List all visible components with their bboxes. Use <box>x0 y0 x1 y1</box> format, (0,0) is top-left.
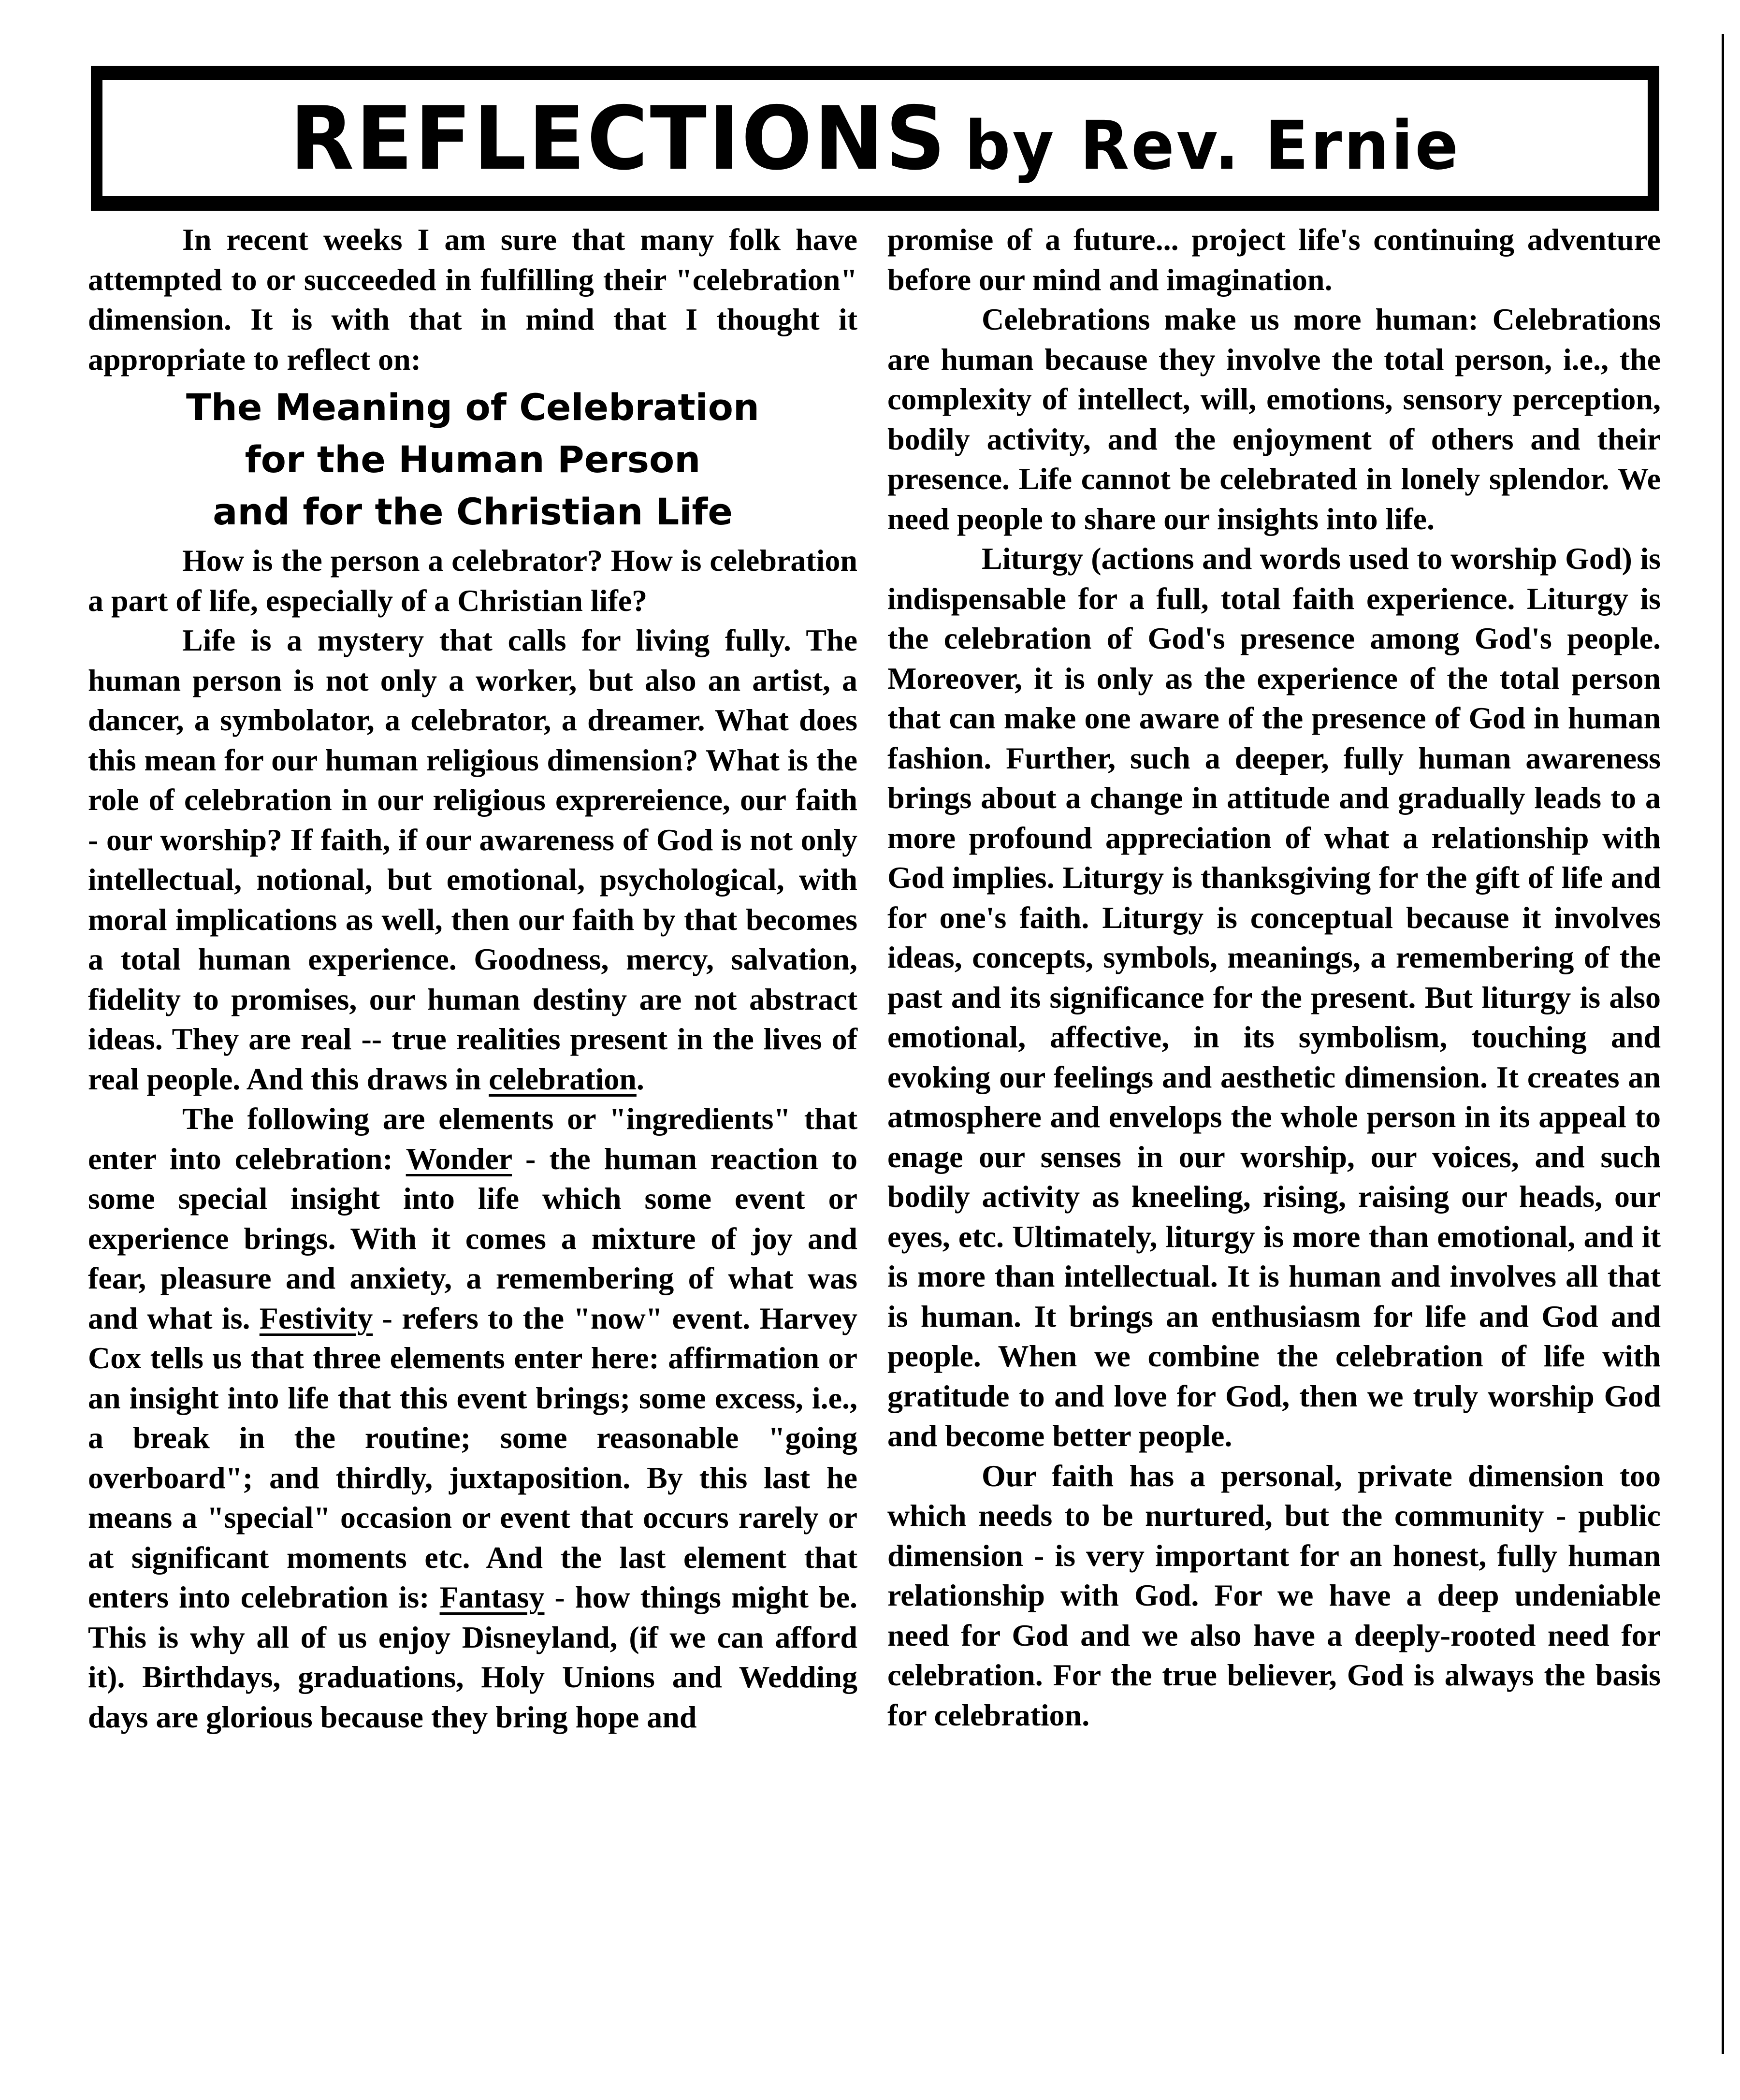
paragraph-promise-continued: promise of a future... project life's continuing adventure before our mind and imagination. <box>887 222 1661 297</box>
right-column <box>887 220 1661 1735</box>
paragraph-ingredients <box>88 1099 857 1737</box>
column-title: REFLECTIONS <box>290 87 948 189</box>
paragraph-celebrations-human: Celebrations make us more human: Celebrations are human because they involve the total person, i.e., the complexity of intellect, will, emotions, sensory perception, bodily activity, and the enjoyment of others and their presence. Life cannot be celebrated in lonely splendor. We need people to share our insights into life. <box>887 302 1661 536</box>
paragraph-life-mystery <box>88 621 857 1099</box>
paragraph-text: Life is a mystery that calls for living fully. The human person is not only a worker, but also an artist, a dancer, a symbolator, a celebrator, a dreamer. What does this mean for our human religious dimension? What is the role of celebration in our religious exprereience, our faith - our worship? If faith, if our awareness of God is not only intellectual, notional, but emotional, psychological, with moral implications as well, then our faith by that becomes a total human experience. Goodness, mercy, salvation, fidelity to promises, our human destiny are not abstract ideas. They are real -- true realities present in the lives of real people. And this draws in <box>88 623 857 1096</box>
underlined-term-celebration: celebration <box>489 1061 637 1096</box>
paragraph-liturgy: Liturgy (actions and words used to worship God) is indispensable for a full, total faith experience. Liturgy is the celebration of God's presence among God's people. Moreover, it is only as the experience of the total person that can make one aware of the presence of God in human fashion. Further, such a deeper, fully human awareness brings about a change in attitude and gradually leads to a more profound appreciation of what a relationship with God implies. Liturgy is thanksgiving for the gift of life and for one's faith. Liturgy is conceptual because it involves ideas, concepts, symbols, meanings, a remembering of the past and its significance for the present. But liturgy is also emotional, affective, in its symbolism, touching and evoking our feelings and aesthetic dimension. It creates an atmosphere and envelops the whole person in its appeal to enage our senses in our worship, our voices, and such bodily activity as kneeling, rising, raising our heads, our eyes, etc. Ultimately, liturgy is more than emotional, and it is more than intellectual. It is human and involves all that is human. It brings an enthusiasm for life and God and people. When we combine the celebration of life with gratitude to and love for God, then we truly worship God and become better people. <box>887 541 1661 1453</box>
intro-paragraph: In recent weeks I am sure that many folk have attempted to or succeeded in fulfilling their "celebration" dimension. It is with that in mind that I thought it appropriate to reflect on: <box>88 222 857 377</box>
underlined-term-wonder: Wonder <box>406 1141 512 1176</box>
underlined-term-festivity: Festivity <box>259 1301 373 1335</box>
paragraph-text: The following are elements or "ingredients" that enter into celebration: <box>88 1101 857 1176</box>
paragraph-celebrator-question: How is the person a celebrator? How is celebration a part of life, especially of a Christian life? <box>88 543 857 618</box>
paragraph-end: . <box>636 1061 644 1096</box>
paragraph-text: - refers to the "now" event. Harvey Cox tells us that three elements enter here: affirmation or an insight into life that this event brings; some excess, i.e., a break in the routine; some reasonable "going overboard"; and thirdly, juxtaposition. By this last he means a "special" occasion or event that occurs rarely or at significant moments etc. And the last element that enters into celebration is: <box>88 1301 858 1614</box>
underlined-term-fantasy: Fantasy <box>439 1580 545 1614</box>
subheading-line-1: The Meaning of Celebration <box>186 386 760 429</box>
page-edge-rule <box>1722 34 1724 2054</box>
article-subheading <box>88 381 857 538</box>
subheading-line-3: and for the Christian Life <box>213 490 733 533</box>
masthead-box <box>91 66 1659 211</box>
left-column <box>88 220 857 1737</box>
paragraph-personal-dimension: Our faith has a personal, private dimension too which needs to be nurtured, but the community - public dimension - is very important for an honest, fully human relationship with God. For we have a deep undeniable need for God and we also have a deeply-rooted need for celebration. For the true believer, God is always the basis for celebration. <box>887 1458 1661 1732</box>
paragraph-text: - the human reaction to some special insight into life which some event or experience brings. With it comes a mixture of joy and fear, pleasure and anxiety, a remembering of what was and what is. <box>88 1141 858 1335</box>
masthead-title <box>290 87 1460 189</box>
byline: by Rev. Ernie <box>965 106 1461 185</box>
paragraph-text: - how things might be. This is why all of us enjoy Disneyland, (if we can afford it). Birthdays, graduations, Holy Unions and Wedding days are glorious because they bring hope and <box>88 1580 858 1734</box>
subheading-line-2: for the Human Person <box>245 438 701 481</box>
